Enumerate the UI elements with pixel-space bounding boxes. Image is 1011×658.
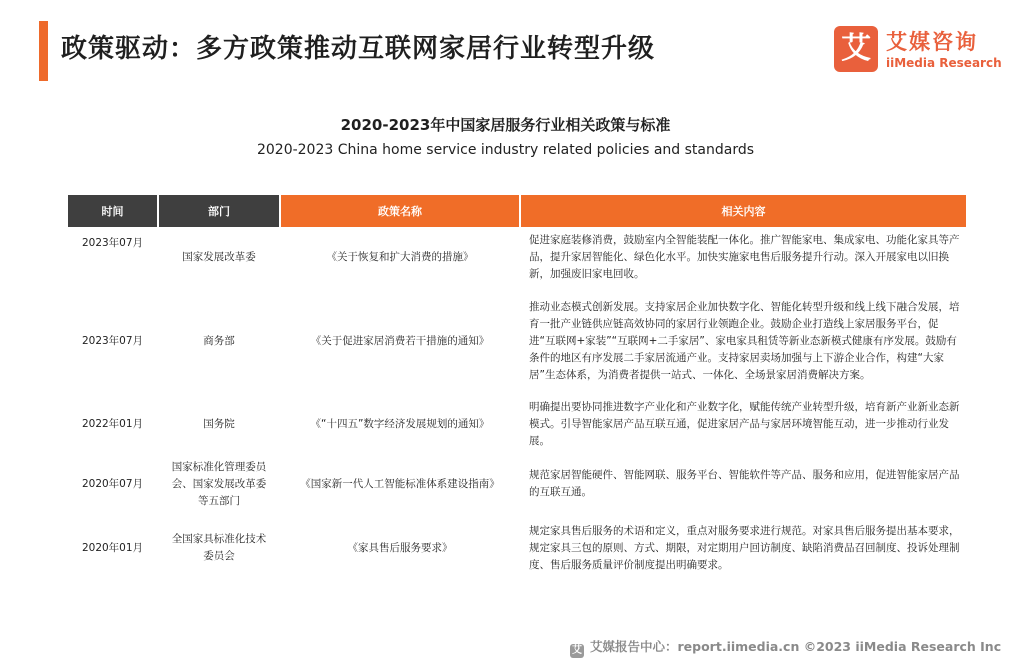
cell-policy-name: 《国家新一代人工智能标准体系建设指南》 <box>300 477 500 490</box>
cell-content: 规范家居智能硬件、智能网联、服务平台、智能软件等产品、服务和应用，促进智能家居产品的互联互通。 <box>529 469 960 498</box>
cell-policy-name: 《关于促进家居消费若干措施的通知》 <box>310 335 490 347</box>
cell-time: 2022年01月 <box>81 417 144 430</box>
column-header-content: 相关内容 <box>521 195 966 227</box>
policy-table <box>66 195 968 580</box>
cell-policy-name: 《关于恢复和扩大消费的措施》 <box>326 250 474 263</box>
cell-department: 国家发展改革委 <box>182 250 256 263</box>
cell-department: 国务院 <box>203 417 235 430</box>
cell-time: 2023年07月 <box>81 335 144 347</box>
iimedia-logo <box>834 26 1004 76</box>
logo-text-en: iiMedia Research <box>886 56 1002 70</box>
cell-department: 国家标准化管理委员会、国家发展改革委等五部门 <box>171 460 267 507</box>
cell-time: 2020年07月 <box>81 477 144 490</box>
table-title-cn: 2020-2023年中国家居服务行业相关政策与标准 <box>340 116 671 134</box>
iimedia-footer-icon: 艾 <box>572 645 582 656</box>
title-accent-bar <box>39 21 48 81</box>
cell-policy-name: 《“十四五”数字经济发展规划的通知》 <box>310 417 490 430</box>
column-header-time: 时间 <box>68 195 157 227</box>
footer-source <box>570 637 1001 658</box>
table-row <box>68 287 966 396</box>
table-row <box>68 227 966 287</box>
cell-content: 明确提出要协同推进数字产业化和产业数字化，赋能传统产业转型升级，培育新产业新业态新模式。引导智能家居产品互联互通，促进家居产品与家居环境智能互动，进一步推动行业发展。 <box>529 400 960 447</box>
logo-text-cn: 艾媒咨询 <box>886 30 978 54</box>
column-header-policy-name: 政策名称 <box>281 195 519 227</box>
table-row <box>68 516 966 580</box>
cell-policy-name: 《家具售后服务要求》 <box>347 541 453 554</box>
table-row <box>68 396 966 452</box>
table-title-en: 2020-2023 China home service industry related policies and standards <box>256 142 755 158</box>
cell-department: 全国家具标准化技术委员会 <box>171 533 267 562</box>
page-title: 政策驱动：多方政策推动互联网家居行业转型升级 <box>61 34 656 64</box>
cell-time: 2023年07月 <box>81 237 144 249</box>
cell-content: 推动业态模式创新发展。支持家居企业加快数字化、智能化转型升级和线上线下融合发展，培育一批产业链供应链高效协同的家居行业领跑企业。鼓励企业打造线上家居服务平台，促进“互联网+家装”“互联网+二手家居”、家电家具租赁等新业态新模式健康有序发展。鼓励有条件的地区有序发展二手家居流通产业。支持家居卖场加强与上下游企业合作，构建“大家居”生态体系，为消费者提供一站式、一体化、全场景家居消费解决方案。 <box>529 301 960 381</box>
cell-department: 商务部 <box>203 335 235 347</box>
cell-content: 促进家庭装修消费，鼓励室内全智能装配一体化。推广智能家电、集成家电、功能化家具等产品，提升家居智能化、绿色化水平。加快实施家电售后服务提升行动。深入开展家电以旧换新，加强废旧家电回收。 <box>529 233 960 280</box>
logo-mark-icon: 艾 <box>834 26 878 72</box>
column-header-department: 部门 <box>159 195 279 227</box>
cell-time: 2020年01月 <box>81 541 144 554</box>
table-row <box>68 452 966 516</box>
table-header-row <box>68 195 966 227</box>
cell-content: 规定家具售后服务的术语和定义，重点对服务要求进行规范。对家具售后服务提出基本要求，规定家具三包的原则、方式、期限，对定期用户回访制度、缺陷消费品召回制度、投诉处理制度、售后服务质量评价制度提出明确要求。 <box>529 524 960 571</box>
footer-text: 艾媒报告中心：report.iimedia.cn ©2023 iiMedia Research Inc <box>590 639 1002 654</box>
